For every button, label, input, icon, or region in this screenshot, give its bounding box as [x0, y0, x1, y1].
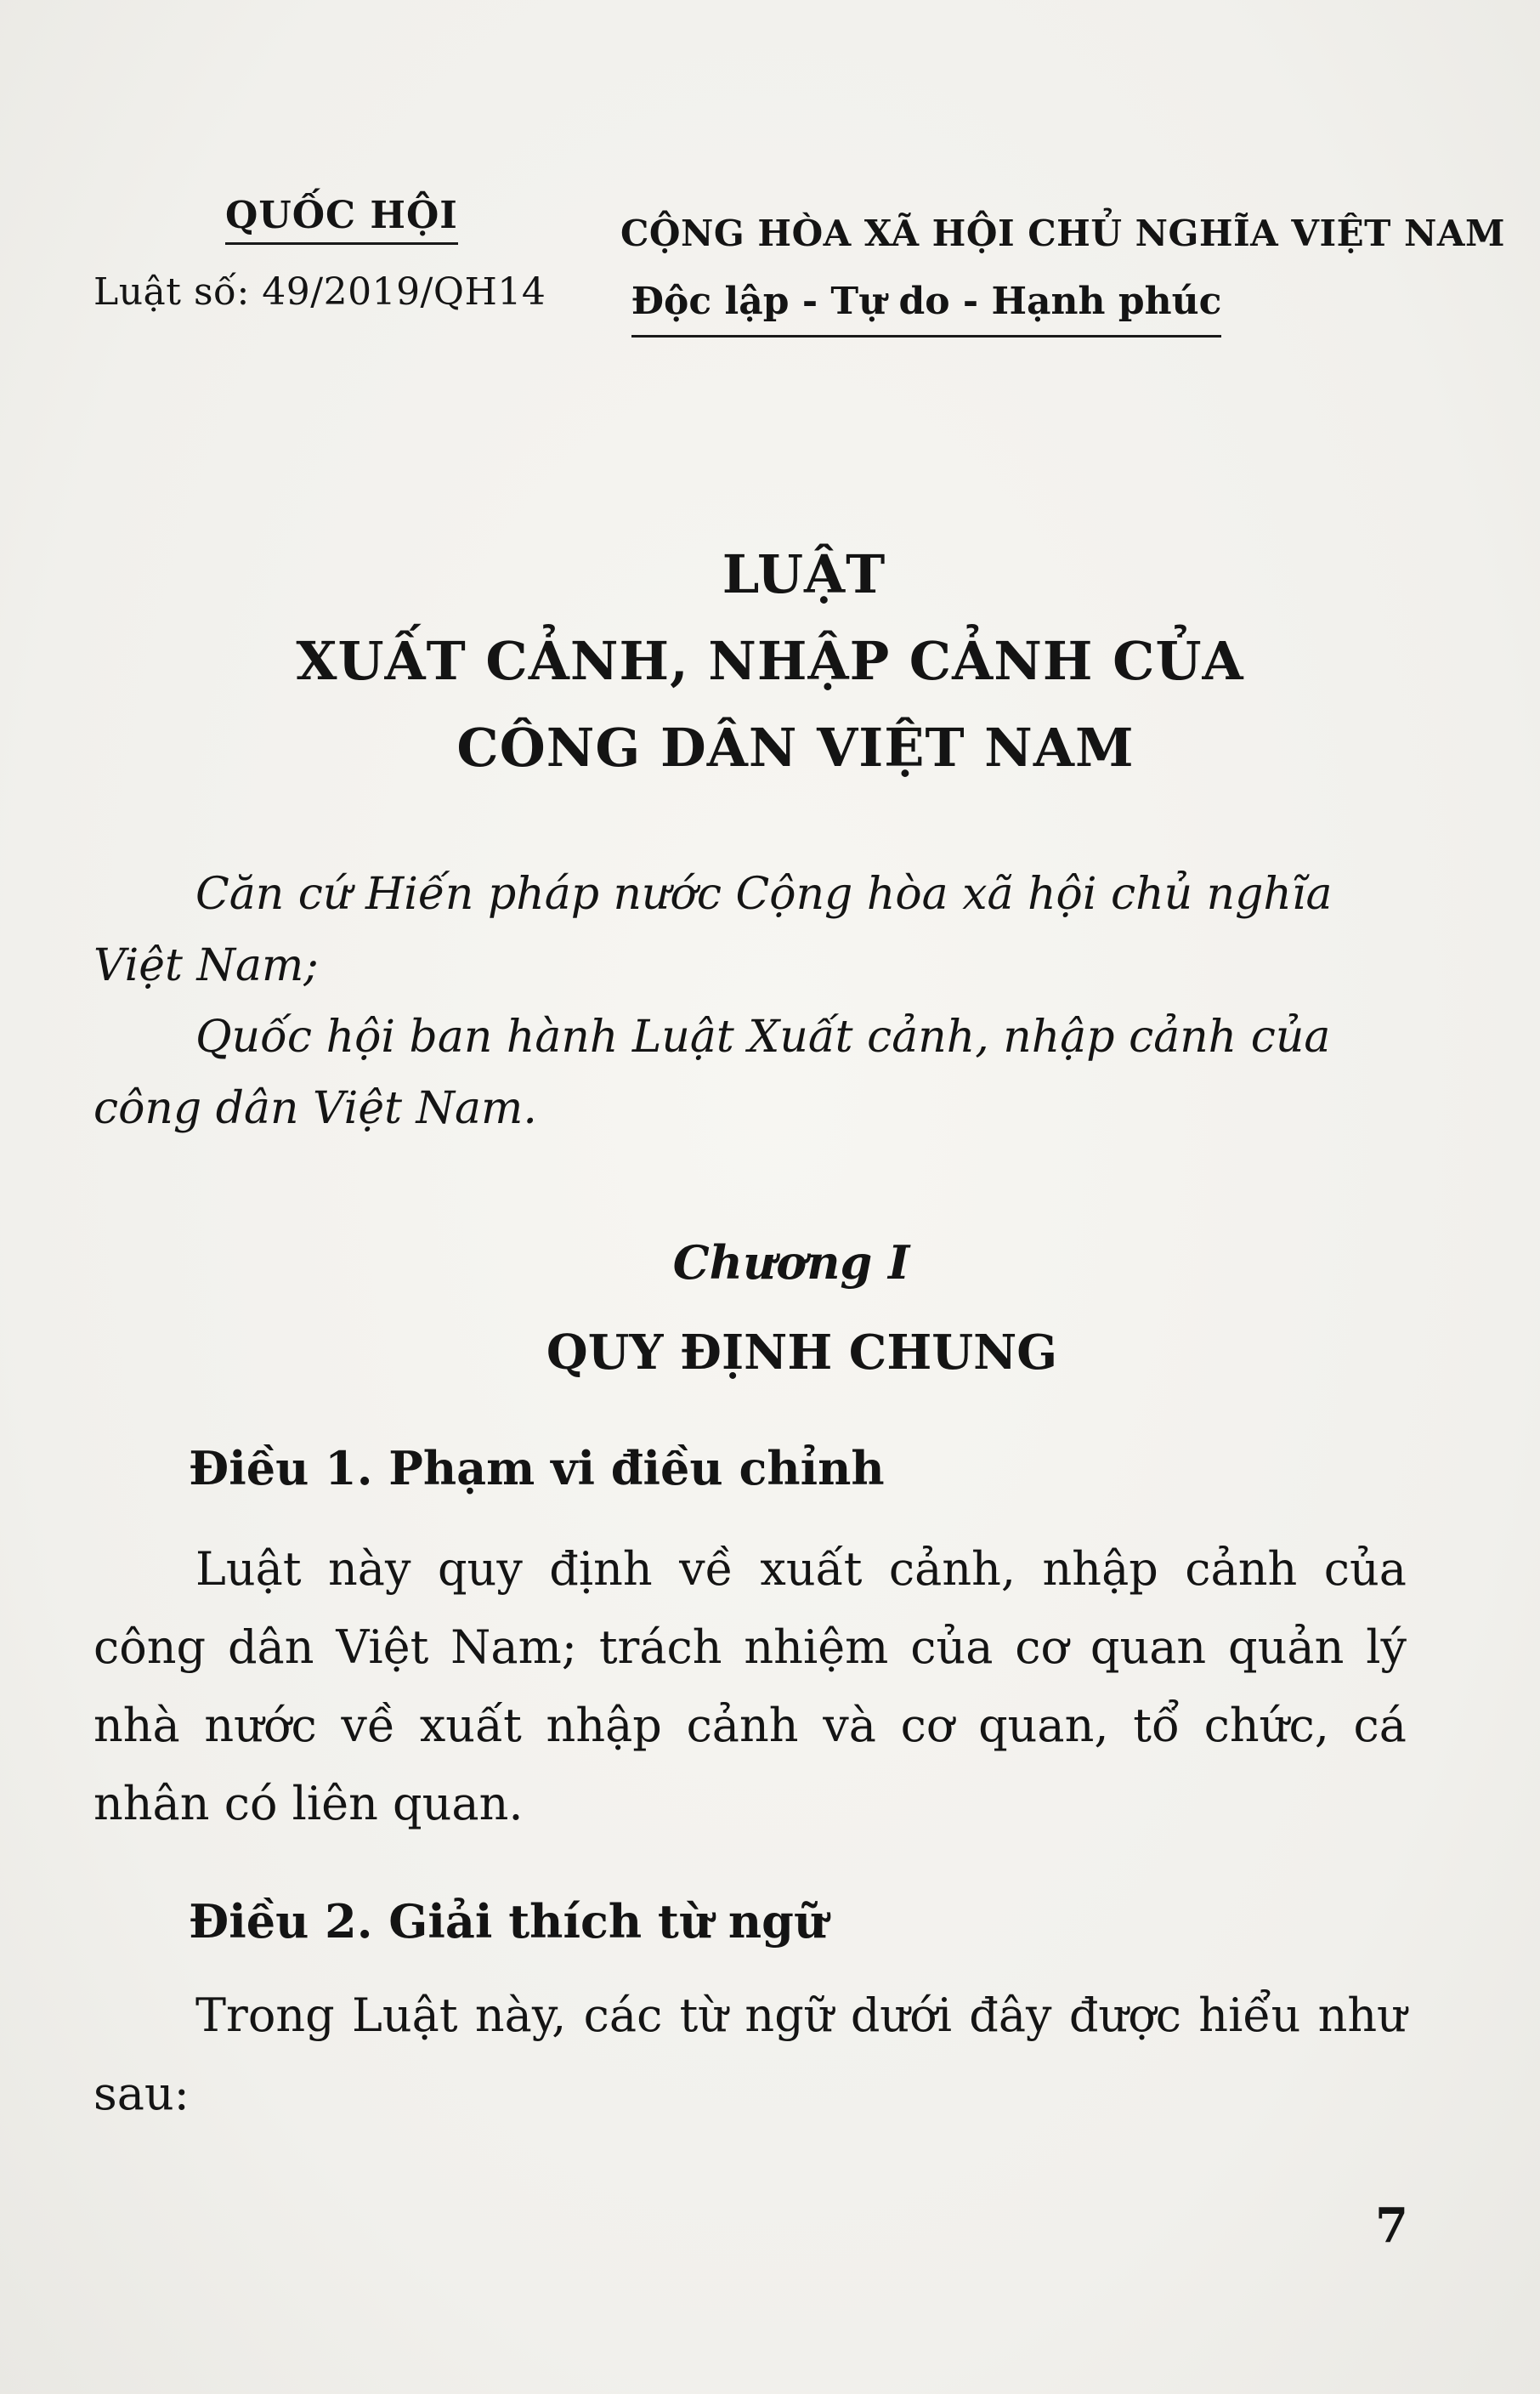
page-number: 7	[1375, 2198, 1408, 2254]
issuing-body: QUỐC HỘI	[225, 194, 458, 245]
national-motto: Độc lập - Tự do - Hạnh phúc	[631, 280, 1222, 338]
law-title	[0, 531, 1540, 791]
title-line-1: LUẬT	[722, 543, 886, 605]
article-2-paragraph: Trong Luật này, các từ ngữ dưới đây được hiểu như sau:	[93, 1988, 1407, 2120]
national-name: CỘNG HÒA XÃ HỘI CHỦ NGHĨA VIỆT NAM	[620, 213, 1505, 254]
article-2-title: Điều 2. Giải thích từ ngữ	[189, 1894, 828, 1949]
article-1-paragraph: Luật này quy định về xuất cảnh, nhập cảnh của công dân Việt Nam; trách nhiệm của cơ quan quản lý nhà nước về xuất nhập cảnh và cơ quan, tổ chức, cá nhân có liên quan.	[93, 1542, 1407, 1830]
chapter-heading	[0, 1224, 1540, 1391]
chapter-number: Chương I	[672, 1235, 910, 1290]
article-1-body	[93, 1530, 1407, 1843]
article-2-body	[93, 1977, 1407, 2133]
law-number: Luật số: 49/2019/QH14	[93, 270, 546, 314]
preamble-enactment: Quốc hội ban hành Luật Xuất cảnh, nhập cảnh của công dân Việt Nam.	[93, 1012, 1331, 1134]
preamble-basis: Căn cứ Hiến pháp nước Cộng hòa xã hội chủ nghĩa Việt Nam;	[93, 869, 1333, 991]
title-line-2: XUẤT CẢNH, NHẬP CẢNH CỦA	[296, 630, 1244, 692]
header-right	[620, 213, 1505, 338]
chapter-title: QUY ĐỊNH CHUNG	[546, 1325, 1058, 1381]
title-line-3: CÔNG DÂN VIỆT NAM	[456, 717, 1135, 779]
header-left	[93, 194, 569, 314]
preamble	[93, 859, 1402, 1144]
article-1-title: Điều 1. Phạm vi điều chỉnh	[189, 1441, 885, 1495]
